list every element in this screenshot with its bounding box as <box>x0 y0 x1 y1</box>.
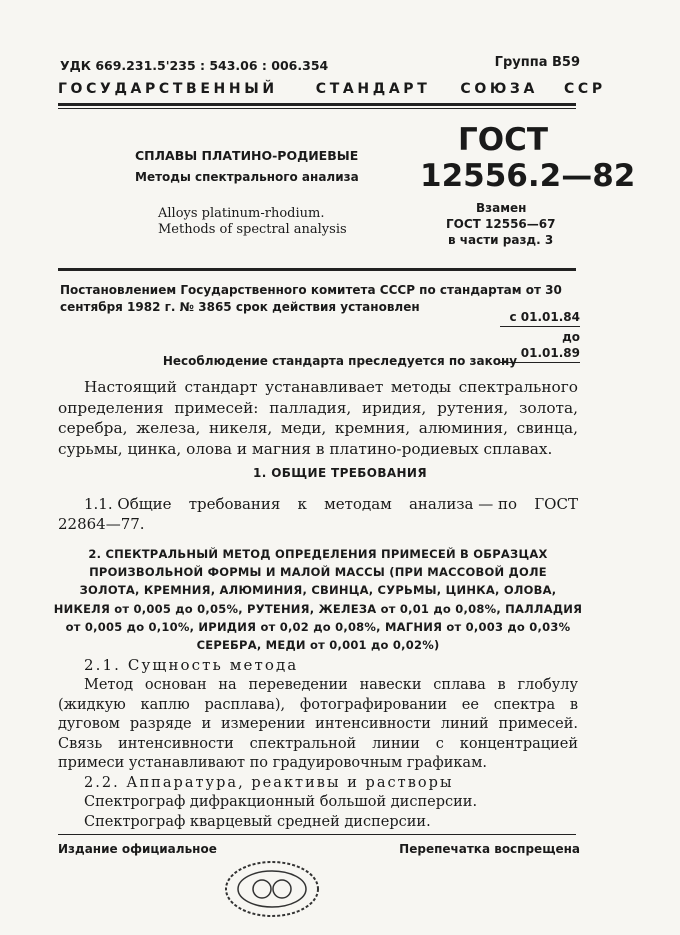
section2-heading-line: СЕРЕБРА, МЕДИ от 0,001 до 0,02%) <box>196 638 440 653</box>
footer-rule <box>58 834 576 835</box>
publisher-stamp-icon <box>222 858 322 924</box>
header-rule-thin <box>58 108 576 109</box>
header-rule-thick <box>58 103 576 106</box>
state-word-3: СОЮЗА <box>460 81 538 97</box>
legal-warning: Несоблюдение стандарта преследуется по закону <box>162 354 518 368</box>
req-word-6: ГОСТ <box>534 495 578 513</box>
section1-heading: 1. ОБЩИЕ ТРЕБОВАНИЯ <box>253 466 427 480</box>
replace-label: Взамен <box>476 201 527 215</box>
gost-number-block <box>420 122 635 194</box>
gost-number: 12556.2—82 <box>420 158 636 194</box>
section2-heading-line: от 0,005 до 0,10%, ИРИДИЯ от 0,02 до 0,08%, МАГНИЯ от 0,003 до 0,03% <box>65 619 571 634</box>
section22-title: 2.2. Аппаратура, реактивы и растворы <box>84 774 454 791</box>
req-word-1: 1.1. Общие <box>84 495 172 513</box>
section2-heading-line: ЗОЛОТА, КРЕМНИЯ, АЛЮМИНИЯ, СВИНЦА, СУРЬМЫ, ЦИНКА, ОЛОВА, <box>79 583 557 598</box>
date-to: до 01.01.89 <box>500 329 580 363</box>
req-word-2: требования <box>188 495 281 513</box>
title-en <box>158 206 347 238</box>
intro-paragraph: Настоящий стандарт устанавливает методы спектрального определения примесей: палладия, иридия, рутения, золота, серебра, железа, никеля, меди, кремния, алюминия, свинца, сурьмы, цинка, олова и магния в платино-родиевых сплавах. <box>58 378 578 458</box>
title-en-line2: Methods of spectral analysis <box>158 222 347 237</box>
udk-code: УДК 669.231.5'235 : 543.06 : 006.354 <box>60 58 329 73</box>
req-word-3: к <box>297 495 307 513</box>
state-word-1: ГОСУДАРСТВЕННЫЙ <box>58 81 278 97</box>
section21-text: Метод основан на переведении навески сплава в глобулу (жидкую каплю расплава), фотографировании ее спектра в дуговом разряде и измерении интенсивности линий примесей. Связь интенсивности спектральной линии с концентрацией примеси устанавливают по градуировочным графикам. <box>58 677 578 771</box>
section22-item1: Спектрограф дифракционный большой дисперсии. <box>84 794 478 810</box>
section1-requirement <box>58 494 578 534</box>
date-from: с 01.01.84 <box>500 309 580 327</box>
section2-body <box>58 676 578 832</box>
req-word-4: методам <box>324 495 392 513</box>
section2-heading <box>53 545 583 654</box>
title-en-line1: Alloys platinum-rhodium. <box>158 206 325 221</box>
state-word-2: СТАНДАРТ <box>315 81 431 97</box>
gost-word: ГОСТ <box>458 122 549 158</box>
section2-heading-line: НИКЕЛЯ от 0,005 до 0,05%, РУТЕНИЯ, ЖЕЛЕЗА от 0,01 до 0,08%, ПАЛЛАДИЯ <box>53 601 583 616</box>
req-line2: 22864—77. <box>58 515 145 533</box>
section21-title: 2.1. Сущность метода <box>84 656 299 674</box>
group-code: Группа В59 <box>494 55 580 70</box>
replace-gost: ГОСТ 12556—67 <box>446 217 556 231</box>
footer-reprint-prohibited: Перепечатка воспрещена <box>399 842 580 856</box>
footer-official-edition: Издание официальное <box>58 842 217 856</box>
title-ru: СПЛАВЫ ПЛАТИНО-РОДИЕВЫЕ <box>135 148 359 163</box>
state-word-4: ССР <box>564 81 606 97</box>
replace-block <box>448 200 555 248</box>
section22-item2: Спектрограф кварцевый средней дисперсии. <box>84 813 431 830</box>
section2-heading-line: ПРОИЗВОЛЬНОЙ ФОРМЫ И МАЛОЙ МАССЫ (ПРИ МАССОВОЙ ДОЛЕ <box>89 565 547 580</box>
subtitle-ru: Методы спектрального анализа <box>135 170 359 184</box>
req-word-5: анализа — по <box>408 495 518 513</box>
section2-heading-line: 2. СПЕКТРАЛЬНЫЙ МЕТОД ОПРЕДЕЛЕНИЯ ПРИМЕСЕЙ В ОБРАЗЦАХ <box>88 547 548 561</box>
replace-part: в части разд. 3 <box>448 233 554 247</box>
state-standard-heading <box>58 81 606 97</box>
decree-text: Постановлением Государственного комитета СССР по стандартам от 30 сентября 1982 г. № 3865 срок действия установлен <box>60 283 562 314</box>
title-rule <box>58 268 576 271</box>
